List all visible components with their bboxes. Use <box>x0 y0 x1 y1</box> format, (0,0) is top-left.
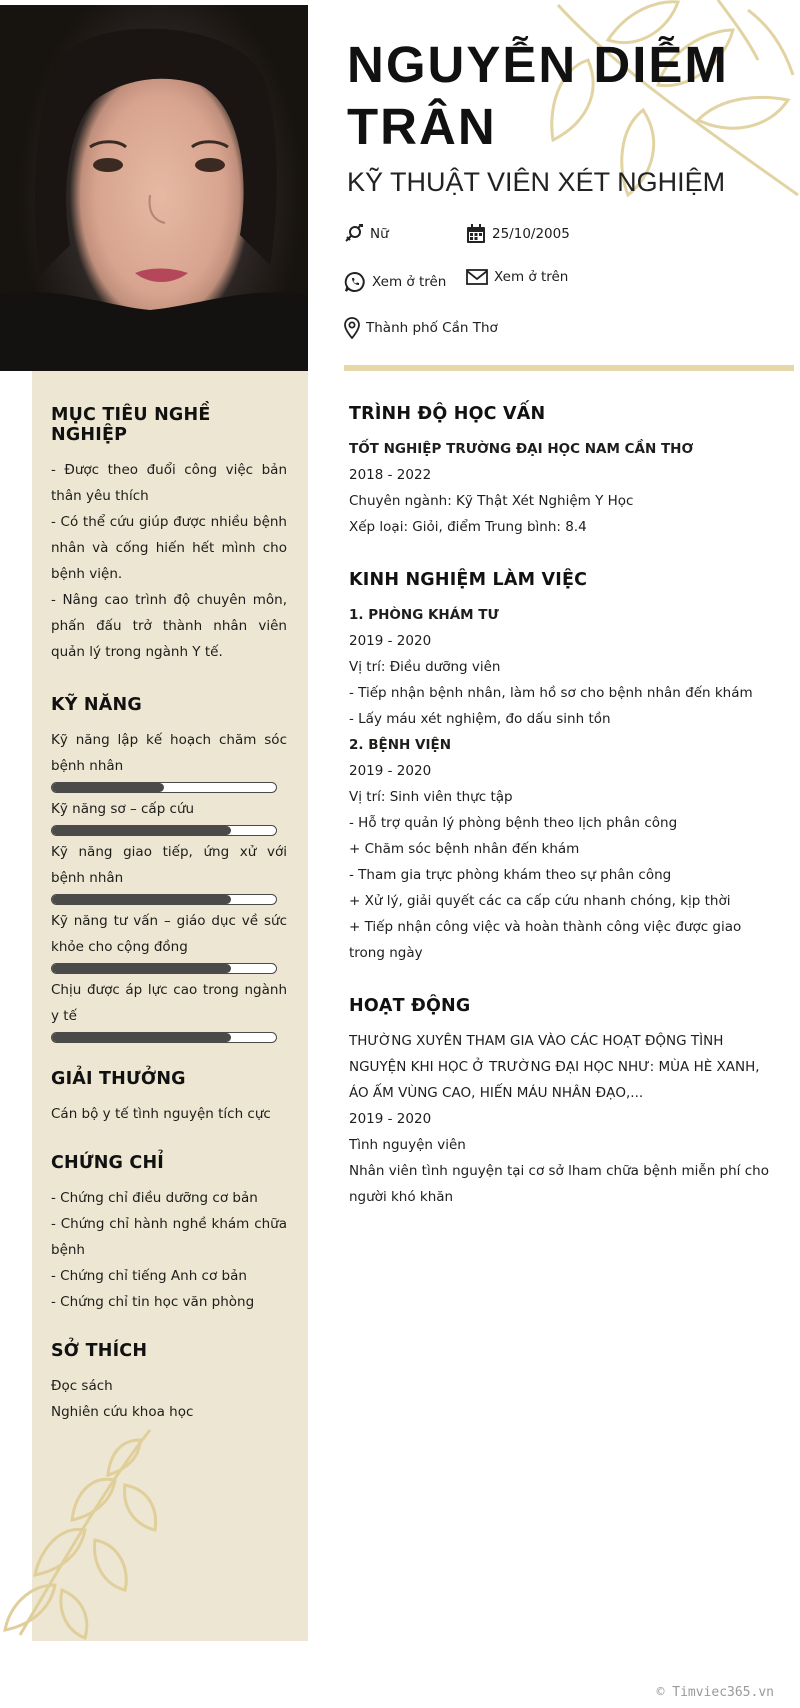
skills-list <box>51 727 287 1043</box>
objective-list <box>51 457 287 665</box>
objective-line: - Được theo đuổi công việc bản thân yêu thích <box>51 462 287 504</box>
gender-info <box>344 224 389 244</box>
job-period: 2019 - 2020 <box>349 763 432 779</box>
activity-role: Tình nguyện viên <box>349 1137 466 1153</box>
job-entry <box>349 602 779 732</box>
whatsapp-icon <box>344 271 366 293</box>
activities-title: HOẠT ĐỘNG <box>349 996 471 1016</box>
certificate-line: - Chứng chỉ tin học văn phòng <box>51 1294 255 1310</box>
phone-info <box>344 271 446 293</box>
experience-section <box>349 570 779 966</box>
skill-label: Kỹ năng sơ – cấp cứu <box>51 801 195 817</box>
skill-item <box>51 977 287 1043</box>
certificates-title: CHỨNG CHỈ <box>51 1153 165 1173</box>
location-pin-icon <box>344 317 360 339</box>
email-info <box>466 268 568 286</box>
activity-period: 2019 - 2020 <box>349 1111 432 1127</box>
skill-item <box>51 839 287 905</box>
hobby-line: Nghiên cứu khoa học <box>51 1404 194 1420</box>
birthday-value: 25/10/2005 <box>492 226 570 242</box>
job-company: 2. BỆNH VIỆN <box>349 737 452 753</box>
education-period: 2018 - 2022 <box>349 467 432 483</box>
certificates-list <box>51 1185 287 1315</box>
skill-bar <box>51 963 277 974</box>
education-title: TRÌNH ĐỘ HỌC VẤN <box>349 404 546 424</box>
skill-bar-fill <box>52 895 231 904</box>
job-position: Vị trí: Sinh viên thực tập <box>349 789 513 805</box>
certificate-line: - Chứng chỉ tiếng Anh cơ bản <box>51 1268 247 1284</box>
skill-bar <box>51 894 277 905</box>
education-major: Chuyên ngành: Kỹ Thật Xét Nghiệm Y Học <box>349 493 634 509</box>
sidebar <box>51 371 287 1425</box>
skill-item <box>51 727 287 793</box>
job-line: + Xử lý, giải quyết các ca cấp cứu nhanh chóng, kịp thời <box>349 893 731 909</box>
skill-bar <box>51 1032 277 1043</box>
gender-value: Nữ <box>370 226 389 242</box>
skill-bar-fill <box>52 1033 231 1042</box>
job-entry <box>349 732 779 966</box>
skill-bar-fill <box>52 783 164 792</box>
candidate-name: NGUYỄN DIỄM TRÂN <box>347 36 729 155</box>
job-line: - Tham gia trực phòng khám theo sự phân công <box>349 867 672 883</box>
education-school: TỐT NGHIỆP TRƯỜNG ĐẠI HỌC NAM CẦN THƠ <box>349 441 694 457</box>
skill-item <box>51 908 287 974</box>
address-info <box>344 317 498 339</box>
objective-title: MỤC TIÊU NGHỀ NGHIỆP <box>51 405 211 445</box>
activity-org: THƯỜNG XUYÊN THAM GIA VÀO CÁC HOẠT ĐỘNG TÌNH NGUYỆN KHI HỌC Ở TRƯỜNG ĐẠI HỌC NHƯ: MÙA HÈ XANH, ÁO ẤM VÙNG CAO, HIẾN MÁU NHÂN ĐẠO,... <box>349 1033 760 1101</box>
skill-bar-fill <box>52 964 231 973</box>
certificate-line: - Chứng chỉ điều dưỡng cơ bản <box>51 1190 258 1206</box>
education-grade: Xếp loại: Giỏi, điểm Trung bình: 8.4 <box>349 519 587 535</box>
job-line: + Chăm sóc bệnh nhân đến khám <box>349 841 580 857</box>
skill-item <box>51 796 287 836</box>
birthday-info <box>466 224 570 244</box>
activities-section <box>349 996 779 1210</box>
email-value[interactable]: Xem ở trên <box>494 269 569 285</box>
job-line: - Tiếp nhận bệnh nhân, làm hồ sơ cho bệnh nhân đến khám <box>349 685 753 701</box>
skills-title: KỸ NĂNG <box>51 695 142 715</box>
job-position: Vị trí: Điều dưỡng viên <box>349 659 501 675</box>
watermark: © Timviec365.vn <box>656 1685 774 1700</box>
skill-bar-fill <box>52 826 231 835</box>
hobby-line: Đọc sách <box>51 1378 113 1394</box>
main-content <box>349 404 779 1240</box>
job-line: - Lấy máu xét nghiệm, đo dấu sinh tồn <box>349 711 611 727</box>
award-line: Cán bộ y tế tình nguyện tích cực <box>51 1106 271 1122</box>
profile-photo <box>0 5 308 371</box>
skill-bar <box>51 825 277 836</box>
skill-label: Chịu được áp lực cao trong ngành y tế <box>51 982 287 1024</box>
skill-label: Kỹ năng tư vấn – giáo dục về sức khỏe cho cộng đồng <box>51 913 287 955</box>
skill-label: Kỹ năng giao tiếp, ứng xử với bệnh nhân <box>51 844 287 886</box>
job-period: 2019 - 2020 <box>349 633 432 649</box>
gender-icon <box>344 224 364 244</box>
certificate-line: - Chứng chỉ hành nghề khám chữa bệnh <box>51 1216 287 1258</box>
experience-title: KINH NGHIỆM LÀM VIỆC <box>349 570 588 590</box>
skill-label: Kỹ năng lập kế hoạch chăm sóc bệnh nhân <box>51 732 287 774</box>
job-line: - Hỗ trợ quản lý phòng bệnh theo lịch phân công <box>349 815 678 831</box>
address-value: Thành phố Cần Thơ <box>366 320 498 336</box>
education-section <box>349 404 779 540</box>
skill-bar <box>51 782 277 793</box>
job-line: + Tiếp nhận công việc và hoàn thành công việc được giao trong ngày <box>349 919 742 961</box>
calendar-icon <box>466 224 486 244</box>
job-company: 1. PHÒNG KHÁM TƯ <box>349 607 499 623</box>
activity-description: Nhân viên tình nguyện tại cơ sở lham chữa bệnh miễn phí cho người khó khăn <box>349 1163 769 1205</box>
mail-icon <box>466 268 488 286</box>
awards-title: GIẢI THƯỞNG <box>51 1069 186 1089</box>
header-divider <box>344 365 794 371</box>
hobbies-title: SỞ THÍCH <box>51 1341 148 1361</box>
objective-line: - Nâng cao trình độ chuyên môn, phấn đấu trở thành nhân viên quản lý trong ngành Y tế. <box>51 592 287 660</box>
objective-line: - Có thể cứu giúp được nhiều bệnh nhân và cống hiến hết mình cho bệnh viện. <box>51 514 287 582</box>
job-title: KỸ THUẬT VIÊN XÉT NGHIỆM <box>347 167 726 197</box>
phone-value[interactable]: Xem ở trên <box>372 274 447 290</box>
